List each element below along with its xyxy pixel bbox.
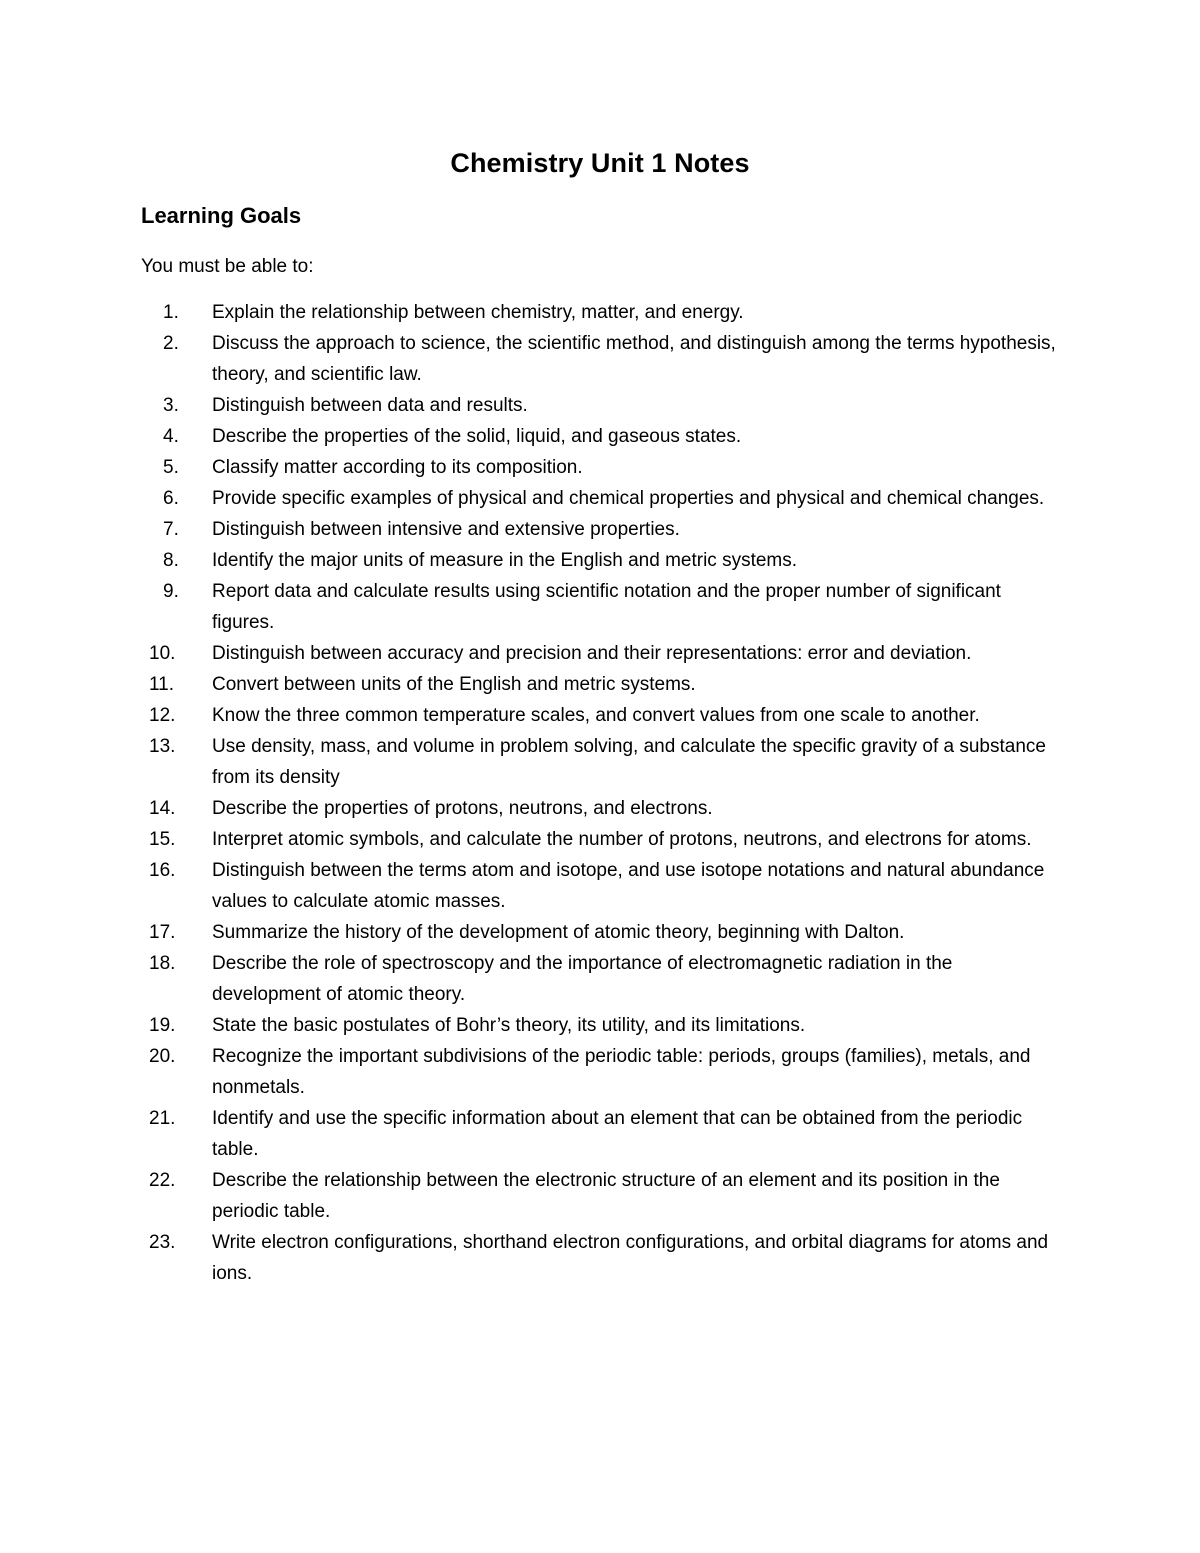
list-item-number: 13. (149, 736, 176, 757)
list-item-text: Describe the properties of the solid, liquid, and gaseous states. (212, 426, 742, 447)
page-title: Chemistry Unit 1 Notes (450, 148, 750, 178)
list-item (141, 545, 1066, 576)
list-item (141, 700, 1066, 731)
list-item-number: 5. (163, 457, 179, 478)
list-item-number: 16. (149, 860, 176, 881)
list-item-number: 2. (163, 333, 179, 354)
list-item-number: 3. (163, 395, 179, 416)
list-item (141, 390, 1066, 421)
list-item-number: 20. (149, 1046, 176, 1067)
list-item-text: Summarize the history of the development of atomic theory, beginning with Dalton. (212, 922, 905, 943)
list-item-number: 7. (163, 519, 179, 540)
list-item (141, 297, 1066, 328)
list-item (141, 576, 1066, 638)
list-item (141, 917, 1066, 948)
section-heading: Learning Goals (141, 203, 302, 228)
list-item-text: Provide specific examples of physical and chemical properties and physical and chemical changes. (212, 488, 1045, 509)
list-item (141, 452, 1066, 483)
list-item-text: Identify the major units of measure in the English and metric systems. (212, 550, 798, 571)
list-item (141, 1103, 1066, 1165)
list-item-text: Report data and calculate results using scientific notation and the proper number of significant figures. (212, 581, 1001, 633)
list-item (141, 731, 1066, 793)
list-item (141, 824, 1066, 855)
list-item (141, 1010, 1066, 1041)
list-item-text: Discuss the approach to science, the scientific method, and distinguish among the terms hypothesis, theory, and scientific law. (212, 333, 1056, 385)
list-item-number: 19. (149, 1015, 176, 1036)
list-item-number: 9. (163, 581, 179, 602)
list-item-number: 17. (149, 922, 176, 943)
list-item-text: Distinguish between intensive and extensive properties. (212, 519, 680, 540)
list-item (141, 514, 1066, 545)
list-item (141, 421, 1066, 452)
list-item-number: 15. (149, 829, 176, 850)
list-item-number: 8. (163, 550, 179, 571)
list-item-number: 6. (163, 488, 179, 509)
list-item (141, 855, 1066, 917)
list-item-text: State the basic postulates of Bohr’s theory, its utility, and its limitations. (212, 1015, 806, 1036)
list-item-text: Use density, mass, and volume in problem solving, and calculate the specific gravity of a substance from its density (212, 736, 1046, 788)
list-item-text: Distinguish between accuracy and precision and their representations: error and deviation. (212, 643, 972, 664)
list-item-text: Interpret atomic symbols, and calculate the number of protons, neutrons, and electrons for atoms. (212, 829, 1032, 850)
list-item-text: Write electron configurations, shorthand electron configurations, and orbital diagrams for atoms and ions. (212, 1232, 1049, 1284)
list-item (141, 638, 1066, 669)
learning-goals-list (141, 297, 1066, 1289)
list-item (141, 328, 1066, 390)
list-item-text: Distinguish between the terms atom and isotope, and use isotope notations and natural abundance values to calculate atomic masses. (212, 860, 1045, 912)
list-item (141, 483, 1066, 514)
list-item-text: Identify and use the specific information about an element that can be obtained from the periodic table. (212, 1108, 1023, 1160)
list-item-number: 14. (149, 798, 176, 819)
list-item-number: 23. (149, 1232, 176, 1253)
list-item-number: 1. (163, 302, 179, 323)
list-item (141, 793, 1066, 824)
list-item-number: 4. (163, 426, 179, 447)
list-item-text: Describe the relationship between the electronic structure of an element and its position in the periodic table. (212, 1170, 1000, 1222)
list-item-number: 18. (149, 953, 176, 974)
list-item-text: Know the three common temperature scales, and convert values from one scale to another. (212, 705, 980, 726)
intro-text: You must be able to: (141, 256, 314, 277)
list-item-number: 12. (149, 705, 176, 726)
list-item-text: Convert between units of the English and metric systems. (212, 674, 696, 695)
list-item (141, 669, 1066, 700)
list-item (141, 948, 1066, 1010)
list-item-text: Describe the properties of protons, neutrons, and electrons. (212, 798, 713, 819)
list-item (141, 1165, 1066, 1227)
list-item-text: Classify matter according to its composition. (212, 457, 583, 478)
list-item-number: 21. (149, 1108, 176, 1129)
list-item-number: 10. (149, 643, 176, 664)
list-item (141, 1227, 1066, 1289)
list-item (141, 1041, 1066, 1103)
list-item-text: Distinguish between data and results. (212, 395, 528, 416)
list-item-text: Recognize the important subdivisions of the periodic table: periods, groups (families), metals, and nonmetals. (212, 1046, 1031, 1098)
list-item-number: 11. (149, 674, 175, 695)
list-item-text: Explain the relationship between chemistry, matter, and energy. (212, 302, 744, 323)
list-item-number: 22. (149, 1170, 176, 1191)
list-item-text: Describe the role of spectroscopy and the importance of electromagnetic radiation in the development of atomic theory. (212, 953, 953, 1005)
